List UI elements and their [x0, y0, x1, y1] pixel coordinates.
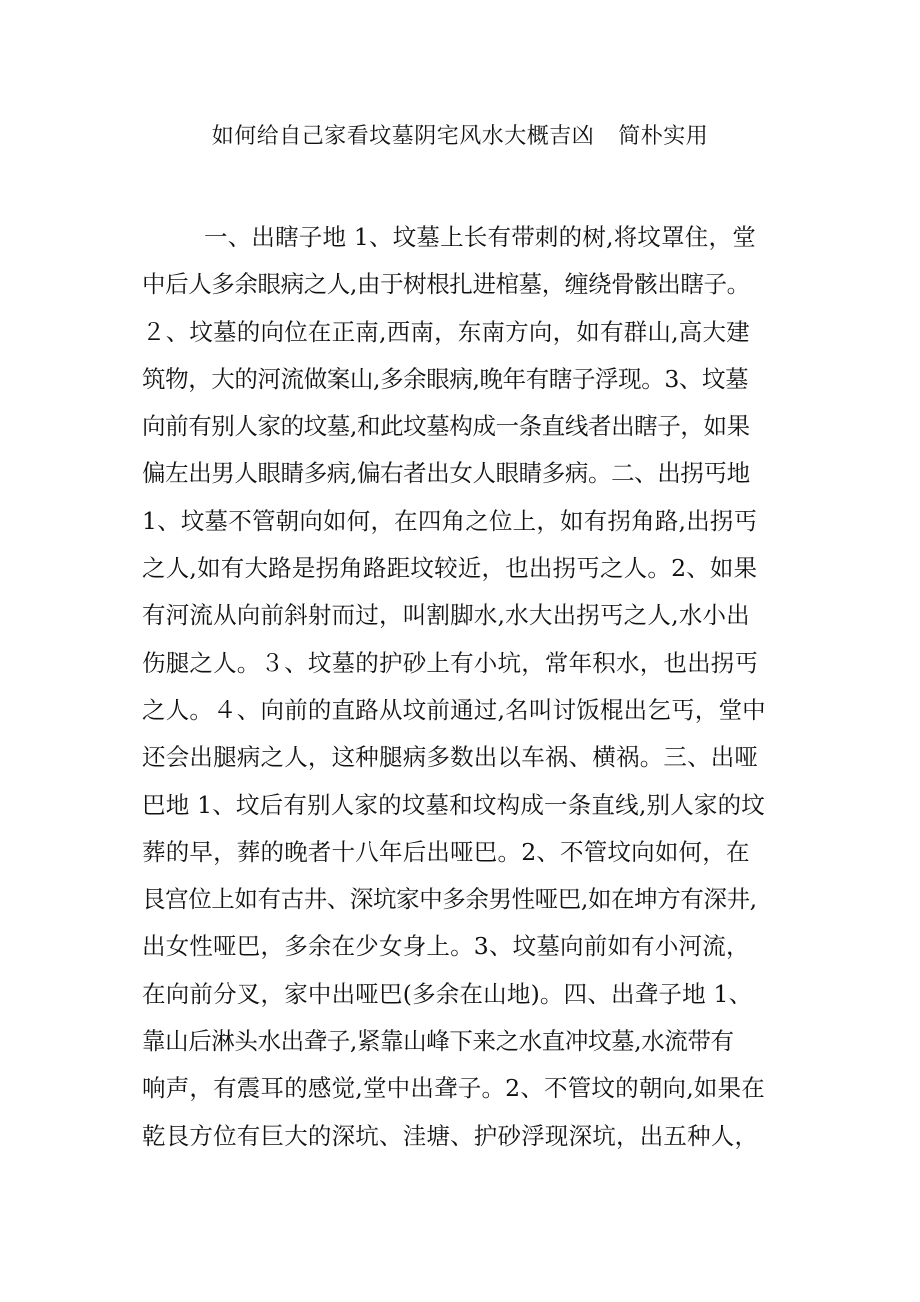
document-body [142, 214, 782, 1160]
paragraph-line: 筑物，大的河流做案山,多余眼病,晚年有瞎子浮现。3、坟墓 [142, 364, 749, 393]
paragraph-line: 乾艮方位有巨大的深坑、洼塘、护砂浮现深坑，出五种人， [142, 1121, 759, 1150]
paragraph-line: 偏左出男人眼睛多病,偏右者出女人眼睛多病。二、出拐丐地 [142, 459, 750, 488]
document-title [0, 119, 920, 155]
title-main: 如何给自己家看坟墓阴宅风水大概吉凶 [211, 124, 595, 149]
paragraph-line: 伤腿之人。３、坟墓的护砂上有小坑，常年积水，也出拐丐 [142, 648, 759, 677]
paragraph-line: 1、坟墓不管朝向如何，在四角之位上，如有拐角路,出拐丐 [142, 506, 758, 535]
paragraph-line: 巴地 1、坟后有别人家的坟墓和坟构成一条直线,别人家的坟 [142, 790, 765, 819]
paragraph-line: 中后人多余眼病之人,由于树根扎进棺墓，缠绕骨骸出瞎子。 [142, 270, 750, 299]
paragraph-line: 有河流从向前斜射而过，叫割脚水,水大出拐丐之人,水小出 [142, 601, 750, 630]
paragraph-line: 靠山后淋头水出聋子,紧靠山峰下来之水直冲坟墓,水流带有 [142, 1027, 734, 1056]
paragraph-line: 之人,如有大路是拐角路距坟较近，也出拐丐之人。2、如果 [142, 554, 758, 583]
paragraph-line: 艮宫位上如有古井、深坑家中多余男性哑巴,如在坤方有深井, [142, 885, 757, 914]
title-suffix: 简朴实用 [618, 124, 709, 149]
paragraph-line: 葬的早，葬的晚者十八年后出哑巴。2、不管坟向如何，在 [142, 837, 750, 866]
paragraph-line: 一、出瞎子地 1、坟墓上长有带刺的树,将坟罩住，堂 [204, 223, 756, 251]
paragraph-line: 响声，有震耳的感觉,堂中出聋子。2、不管坟的朝向,如果在 [142, 1074, 765, 1103]
paragraph-line: 还会出腿病之人，这种腿病多数出以车祸、横祸。三、出哑 [142, 743, 759, 772]
paragraph-line: 之人。４、向前的直路从坟前通过,名叫讨饭棍出乞丐，堂中 [142, 695, 766, 724]
paragraph-line: 向前有别人家的坟墓,和此坟墓构成一条直线者出瞎子，如果 [142, 412, 750, 441]
paragraph-line: ２、坟墓的向位在正南,西南，东南方向，如有群山,高大建 [142, 317, 750, 346]
paragraph-line: 出女性哑巴，多余在少女身上。3、坟墓向前如有小河流， [142, 932, 750, 961]
paragraph-line: 在向前分叉，家中出哑巴(多余在山地)。四、出聋子地 1、 [142, 979, 753, 1008]
